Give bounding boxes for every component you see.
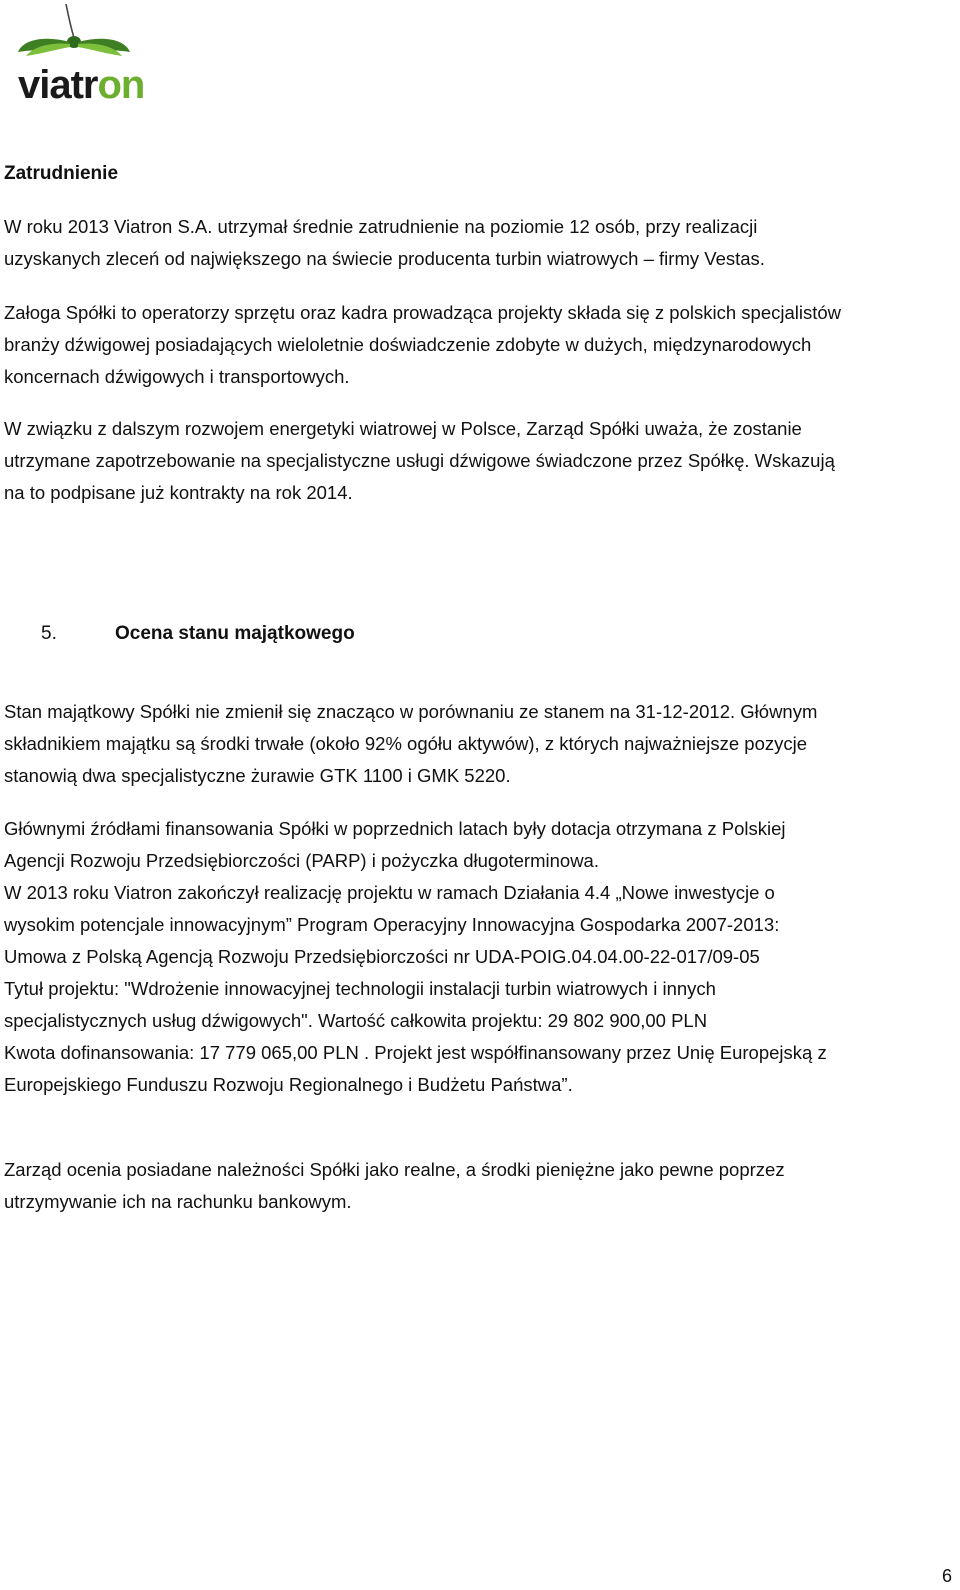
text-line: Głównymi źródłami finansowania Spółki w poprzednich latach były dotacja otrzymana z Polskiej: [4, 818, 786, 839]
text-line: na to podpisane już kontrakty na rok 2014.: [4, 482, 353, 503]
paragraph-receivables: [4, 1154, 949, 1218]
text-line: branży dźwigowej posiadających wieloletnie doświadczenie zdobyte w dużych, międzynarodowych: [4, 334, 812, 355]
text-line: stanowią dwa specjalistyczne żurawie GTK 1100 i GMK 5220.: [4, 765, 511, 786]
text-line: Zarząd ocenia posiadane należności Spółki jako realne, a środki pieniężne jako pewne poprzez: [4, 1159, 785, 1180]
text-line: Stan majątkowy Spółki nie zmienił się znacząco w porównaniu ze stanem na 31-12-2012. Głównym: [4, 701, 818, 722]
text-line: W roku 2013 Viatron S.A. utrzymał średnie zatrudnienie na poziomie 12 osób, przy realizacji: [4, 216, 758, 237]
text-line: Europejskiego Funduszu Rozwoju Regionalnego i Budżetu Państwa”.: [4, 1074, 573, 1095]
paragraph-financing: [4, 813, 949, 1101]
text-line: Tytuł projektu: "Wdrożenie innowacyjnej technologii instalacji turbin wiatrowych i innych: [4, 978, 716, 999]
paragraph-crew: [4, 297, 949, 393]
section-heading-5: [41, 623, 355, 645]
heading-number: 5.: [41, 623, 57, 644]
text-line: Załoga Spółki to operatorzy sprzętu oraz kadra prowadząca projekty składa się z polskich specjalistów: [4, 302, 842, 323]
text-line: W 2013 roku Viatron zakończył realizację projektu w ramach Działania 4.4 „Nowe inwestycje o: [4, 882, 775, 903]
heading-text: Ocena stanu majątkowego: [115, 623, 355, 644]
text-line: uzyskanych zleceń od największego na świecie producenta turbin wiatrowych – firmy Vestas.: [4, 248, 765, 269]
paragraph-outlook: [4, 413, 949, 509]
paragraph-employment: [4, 211, 949, 275]
text-line: Agencji Rozwoju Przedsiębiorczości (PARP) i pożyczka długoterminowa.: [4, 850, 599, 871]
company-logo: [8, 0, 198, 112]
logo-wordmark: viatron: [18, 63, 145, 107]
text-line: składnikiem majątku są środki trwałe (około 92% ogółu aktywów), z których najważniejsze pozycje: [4, 733, 808, 754]
text-line: Umowa z Polską Agencją Rozwoju Przedsiębiorczości nr UDA-POIG.04.04.00-22-017/09-05: [4, 946, 760, 967]
paragraph-assets: [4, 696, 949, 792]
text-line: W związku z dalszym rozwojem energetyki wiatrowej w Polsce, Zarząd Spółki uważa, że zostanie: [4, 418, 802, 439]
text-line: Kwota dofinansowania: 17 779 065,00 PLN . Projekt jest współfinansowany przez Unię Europejską z: [4, 1042, 827, 1063]
text-line: utrzymywanie ich na rachunku bankowym.: [4, 1191, 352, 1212]
maple-seed-icon: [8, 0, 198, 112]
page-number: 6: [941, 1566, 952, 1586]
text-line: specjalistycznych usług dźwigowych". Wartość całkowita projektu: 29 802 900,00 PLN: [4, 1010, 708, 1031]
section-title: Zatrudnienie: [4, 163, 119, 184]
text-line: koncernach dźwigowych i transportowych.: [4, 366, 350, 387]
text-line: wysokim potencjale innowacyjnym” Program Operacyjny Innowacyjna Gospodarka 2007-2013:: [4, 914, 780, 935]
text-line: utrzymane zapotrzebowanie na specjalistyczne usługi dźwigowe świadczone przez Spółkę. Wskazują: [4, 450, 835, 471]
